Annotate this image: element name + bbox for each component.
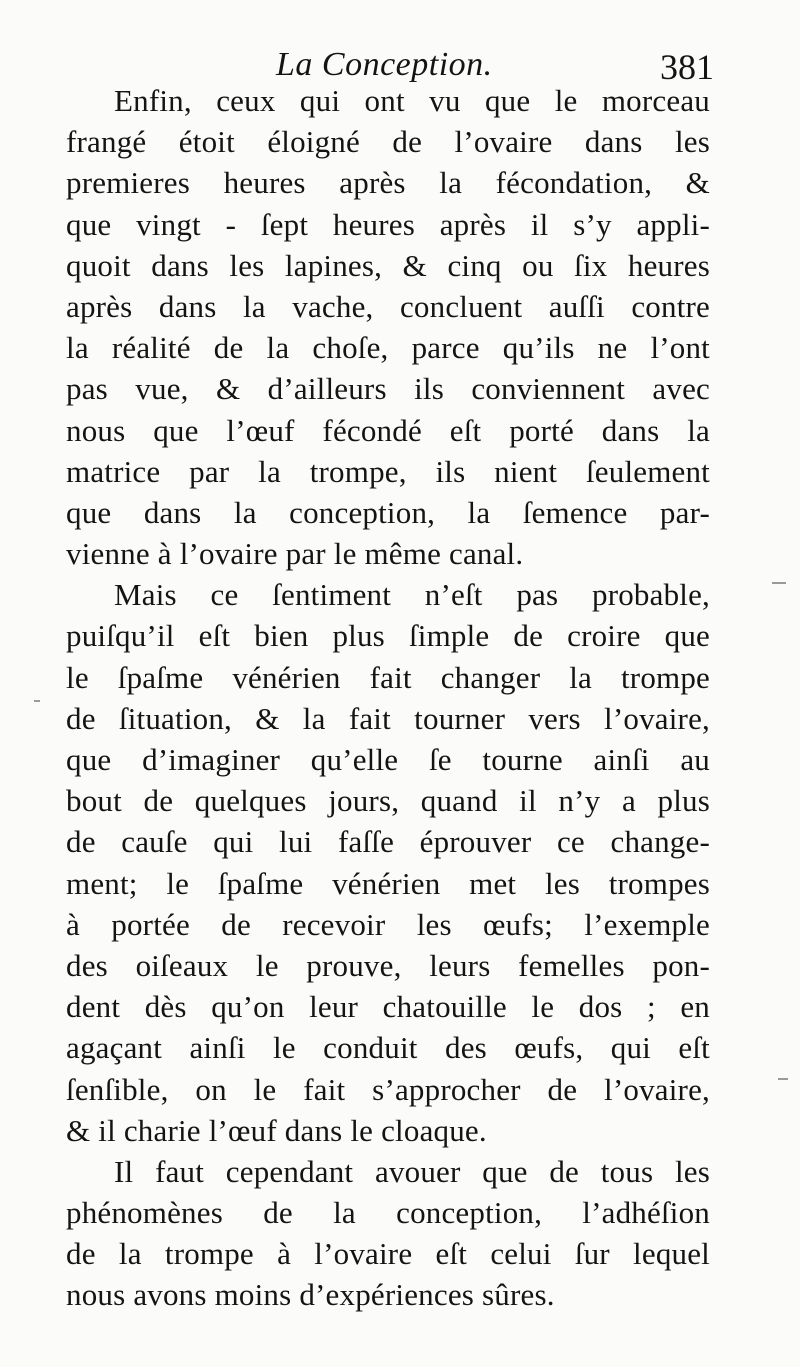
running-title: La Conception.: [276, 46, 493, 83]
text-line: ſenſible, on le fait s’approcher de l’ovaire,: [66, 1071, 710, 1107]
text-line: phénomènes de la conception, l’adhéſion: [66, 1195, 710, 1231]
text-line: que vingt - ſept heures après il s’y appli-: [66, 206, 710, 242]
page-number: 381: [660, 47, 714, 87]
text-line: agaçant ainſi le conduit des œufs, qui eſt: [66, 1030, 710, 1066]
text-line: nous avons moins d’expériences sûres.: [66, 1277, 555, 1313]
text-line: frangé étoit éloigné de l’ovaire dans les: [66, 124, 710, 160]
text-line: Mais ce ſentiment n’eſt pas probable,: [114, 577, 710, 613]
text-line: quoit dans les lapines, & cinq ou ſix heures: [66, 247, 710, 283]
text-line: & il charie l’œuf dans le cloaque.: [66, 1112, 487, 1148]
text-line: après dans la vache, concluent auſſi contre: [66, 288, 710, 324]
text-line: bout de quelques jours, quand il n’y a plus: [66, 783, 710, 819]
margin-speck: [778, 1078, 788, 1080]
text-line: de ſituation, & la fait tourner vers l’ovaire,: [66, 700, 710, 736]
text-line: des oiſeaux le prouve, leurs femelles pon-: [66, 947, 710, 983]
text-line: à portée de recevoir les œufs; l’exemple: [66, 906, 710, 942]
text-line: matrice par la trompe, ils nient ſeulement: [66, 453, 710, 489]
text-line: Il faut cependant avouer que de tous les: [114, 1153, 710, 1189]
text-line: que d’imaginer qu’elle ſe tourne ainſi au: [66, 742, 710, 777]
text-line: le ſpaſme vénérien fait changer la trompe: [66, 659, 710, 695]
body-text: [66, 80, 710, 1316]
text-line: vienne à l’ovaire par le même canal.: [66, 536, 524, 572]
text-line: la réalité de la choſe, parce qu’ils ne l’ont: [66, 330, 710, 366]
text-line: de cauſe qui lui faſſe éprouver ce change-: [66, 824, 710, 860]
text-line: de la trompe à l’ovaire eſt celui ſur lequel: [66, 1236, 710, 1272]
text-line: puiſqu’il eſt bien plus ſimple de croire que: [66, 618, 710, 654]
text-line: nous que l’œuf fécondé eſt porté dans la: [66, 412, 710, 448]
text-line: dent dès qu’on leur chatouille le dos ; en: [66, 989, 710, 1025]
margin-speck: [772, 582, 786, 584]
text-line: pas vue, & d’ailleurs ils conviennent avec: [66, 371, 710, 407]
text-line: premieres heures après la fécondation, &: [66, 165, 710, 201]
text-line: que dans la conception, la ſemence par-: [66, 494, 710, 530]
text-line: ment; le ſpaſme vénérien met les trompes: [66, 865, 710, 901]
text-line: Enfin, ceux qui ont vu que le morceau: [114, 83, 710, 118]
margin-speck: [34, 700, 40, 702]
